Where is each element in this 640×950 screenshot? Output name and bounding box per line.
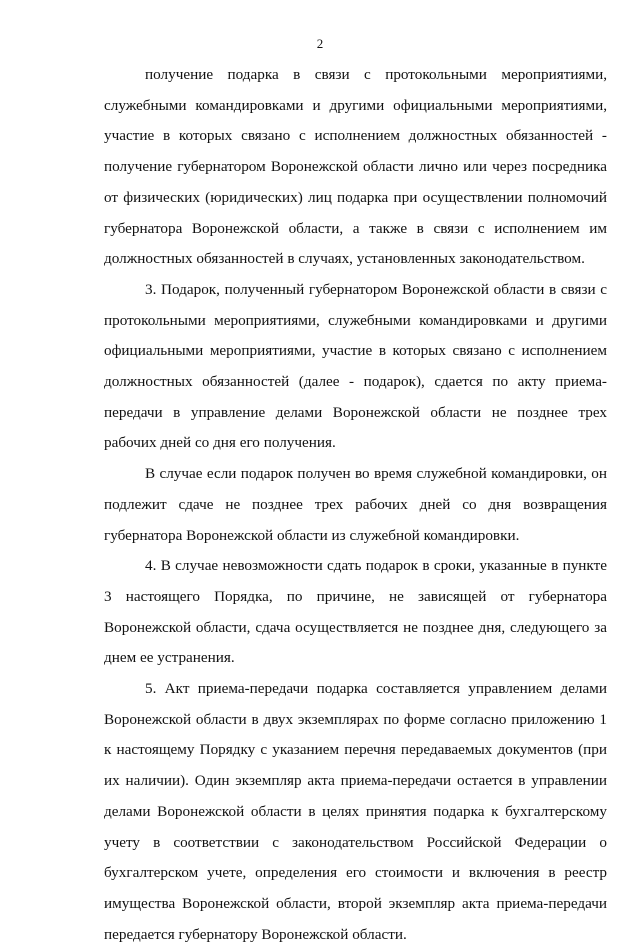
paragraph-gift-definition-continuation: получение подарка в связи с протокольными мероприятиями, служебными командировками и другими официальными мероприятиями, участие в которых связано с исполнением должностных обязанностей - получение губернатором Воронежской области лично или через посредника от физических (юридических) лиц подарка при осуществлении полномочий губернатора Воронежской области, а также в связи с исполнением им должностных обязанностей в случаях, установленных законодательством. [104, 66, 607, 268]
page-number: 2 [316, 36, 324, 51]
paragraph-item-5: 5. Акт приема-передачи подарка составляется управлением делами Воронежской области в двух экземплярах по форме согласно приложению 1 к настоящему Порядку с указанием перечня передаваемых документов (при их наличии). Один экземпляр акта приема-передачи остается в управлении делами Воронежской области в целях принятия подарка к бухгалтерскому учету в соответствии с законодательством Российской Федерации о бухгалтерском учете, определения его стоимости и включения в реестр имущества Воронежской области, второй экземпляр акта приема-передачи передается губернатору Воронежской области. [104, 680, 607, 943]
document-body [104, 60, 607, 950]
paragraph-item-4: 4. В случае невозможности сдать подарок в сроки, указанные в пункте 3 настоящего Порядка, по причине, не зависящей от губернатора Воронежской области, сдача осуществляется не позднее дня, следующего за днем ее устранения. [104, 557, 607, 667]
paragraph-business-trip: В случае если подарок получен во время служебной командировки, он подлежит сдаче не позднее трех рабочих дней со дня возвращения губернатора Воронежской области из служебной командировки. [104, 465, 607, 544]
paragraph-item-3: 3. Подарок, полученный губернатором Воронежской области в связи с протокольными мероприятиями, служебными командировками и другими официальными мероприятиями, участие в которых связано с исполнением должностных обязанностей (далее - подарок), сдается по акту приема-передачи в управление делами Воронежской области не позднее трех рабочих дней со дня его получения. [104, 280, 607, 452]
